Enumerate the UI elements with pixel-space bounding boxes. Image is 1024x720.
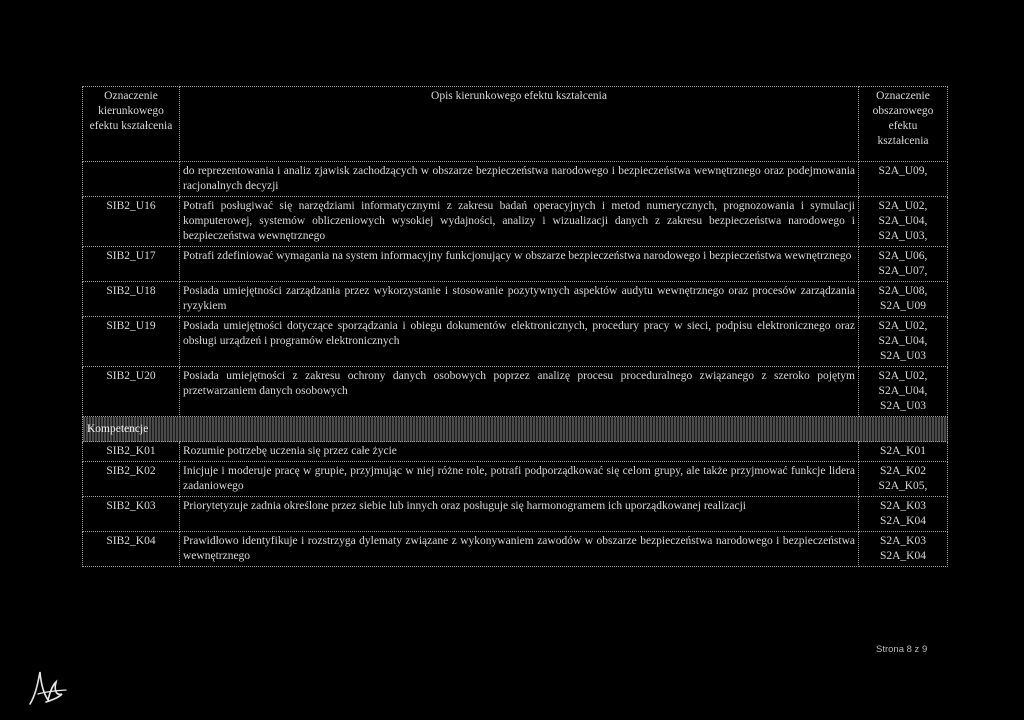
row-area-codes [859, 367, 948, 417]
signature-icon [26, 664, 70, 708]
area-code: S2A_U06, [878, 250, 928, 262]
area-code: S2A_K03 [879, 500, 926, 512]
page-number: Strona 8 z 9 [876, 644, 928, 655]
row-area-codes [859, 442, 948, 462]
table-row [83, 532, 948, 567]
row-area-codes [859, 197, 948, 247]
section-row-competences [83, 417, 948, 442]
table-row [83, 197, 948, 247]
row-code: SIB2_K01 [83, 442, 180, 462]
row-description: do reprezentowania i analiz zjawisk zachodzących w obszarze bezpieczeństwa narodowego i bezpieczeństwa wewnętrznego oraz podejmowania racjonalnych decyzji [180, 162, 859, 197]
learning-outcomes-table [82, 86, 948, 567]
area-code: S2A_U03, [878, 230, 928, 242]
table-row [83, 247, 948, 282]
area-code: S2A_K01 [879, 445, 926, 457]
row-description: Potrafi zdefiniować wymagania na system informacyjny funkcjonujący w obszarze bezpieczeństwa narodowego i bezpieczeństwa wewnętrznego [180, 247, 859, 282]
area-code: S2A_U09 [879, 300, 926, 312]
area-code: S2A_U02, [878, 200, 928, 212]
row-description: Posiada umiejętności zarządzania przez wykorzystanie i stosowanie pozytywnych aspektów audytu wewnętrznego oraz procesów zarządzania ryzykiem [180, 282, 859, 317]
row-code: SIB2_U19 [83, 317, 180, 367]
row-area-codes [859, 497, 948, 532]
section-label: Kompetencje [83, 417, 948, 442]
area-code: S2A_U09, [878, 165, 928, 177]
row-description: Priorytetyzuje zadnia określone przez siebie lub innych oraz posługuje się harmonogramem ich uporządkowanej realizacji [180, 497, 859, 532]
row-area-codes [859, 162, 948, 197]
area-code: S2A_K04 [879, 550, 926, 562]
row-description: Potrafi posługiwać się narzędziami informatycznymi z zakresu badań operacyjnych i metod numerycznych, prognozowania i symulacji komputerowej, systemów obliczeniowych wysokiej wydajności, analizy i wizualizacji danych z zakresu bezpieczeństwa narodowego i bezpieczeństwa wewnętrznego [180, 197, 859, 247]
area-code: S2A_U03 [879, 350, 926, 362]
header-area-column: Oznaczenie obszarowego efektu kształcenia [859, 87, 948, 162]
area-code: S2A_U02, [878, 370, 928, 382]
table-row [83, 442, 948, 462]
area-code: S2A_U04, [878, 215, 928, 227]
area-code: S2A_K03 [879, 535, 926, 547]
table-header-row [83, 87, 948, 162]
row-area-codes [859, 532, 948, 567]
area-code: S2A_K04 [879, 515, 926, 527]
area-code: S2A_U08, [878, 285, 928, 297]
row-description: Rozumie potrzebę uczenia się przez całe życie [180, 442, 859, 462]
row-area-codes [859, 462, 948, 497]
table-body [83, 162, 948, 567]
area-code: S2A_U03 [879, 400, 926, 412]
row-code: SIB2_U17 [83, 247, 180, 282]
area-code: S2A_K05, [878, 480, 928, 492]
area-code: S2A_U04, [878, 385, 928, 397]
row-code: SIB2_U18 [83, 282, 180, 317]
row-description: Posiada umiejętności z zakresu ochrony danych osobowych poprzez analizę procesu proceduralnego związanego z szeroko pojętym przetwarzaniem danych osobowych [180, 367, 859, 417]
table-row [83, 367, 948, 417]
row-code [83, 162, 180, 197]
header-code-column: Oznaczenie kierunkowego efektu kształcenia [83, 87, 180, 162]
table-row [83, 282, 948, 317]
row-description: Posiada umiejętności dotyczące sporządzania i obiegu dokumentów elektronicznych, procedury pracy w sieci, podpisu elektronicznego oraz obsługi urządzeń i programów elektronicznych [180, 317, 859, 367]
row-area-codes [859, 247, 948, 282]
row-description: Inicjuje i moderuje pracę w grupie, przyjmując w niej różne role, potrafi podporządkować się celom grupy, ale także przyjmować funkcje lidera zadaniowego [180, 462, 859, 497]
row-description: Prawidłowo identyfikuje i rozstrzyga dylematy związane z wykonywaniem zawodów w obszarze bezpieczeństwa narodowego i bezpieczeństwa wewnętrznego [180, 532, 859, 567]
table-row [83, 317, 948, 367]
table-row [83, 462, 948, 497]
row-code: SIB2_U20 [83, 367, 180, 417]
area-code: S2A_U02, [878, 320, 928, 332]
row-code: SIB2_K02 [83, 462, 180, 497]
area-code: S2A_U04, [878, 335, 928, 347]
row-code: SIB2_U16 [83, 197, 180, 247]
row-area-codes [859, 317, 948, 367]
table-row [83, 497, 948, 532]
row-area-codes [859, 282, 948, 317]
area-code: S2A_U07, [878, 265, 928, 277]
row-code: SIB2_K03 [83, 497, 180, 532]
header-description-column: Opis kierunkowego efektu kształcenia [180, 87, 859, 162]
table-row [83, 162, 948, 197]
row-code: SIB2_K04 [83, 532, 180, 567]
area-code: S2A_K02 [879, 465, 926, 477]
